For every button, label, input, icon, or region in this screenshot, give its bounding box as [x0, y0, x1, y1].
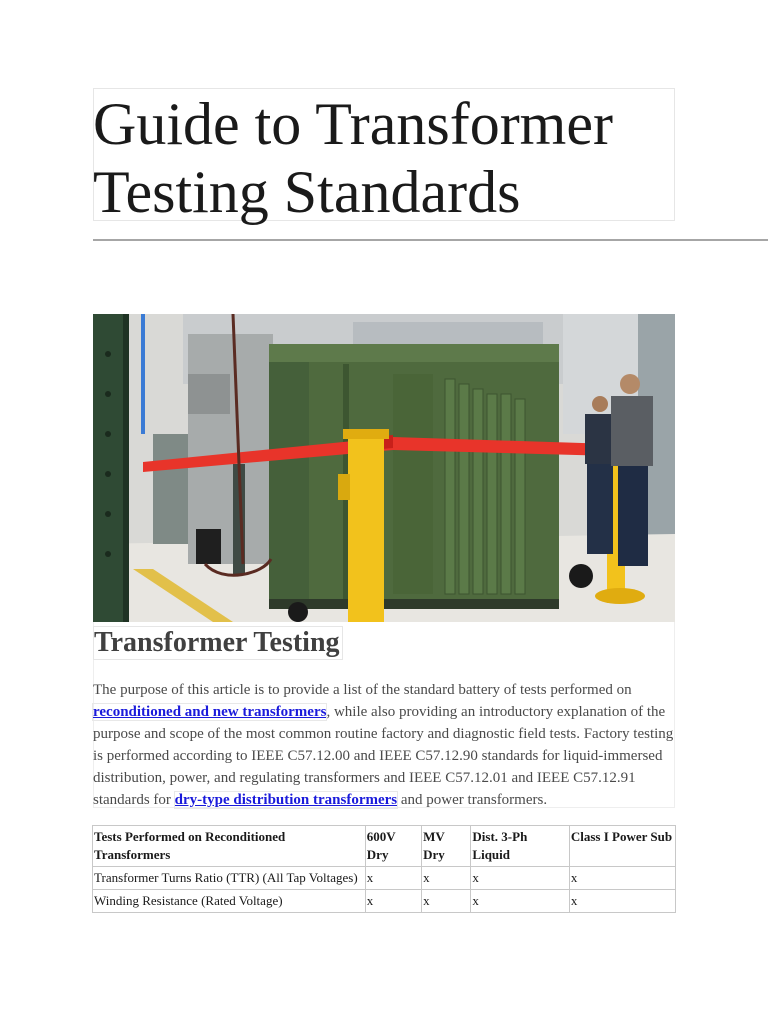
table-cell: x	[471, 890, 569, 913]
reconditioned-transformers-link[interactable]: reconditioned and new transformers	[93, 704, 327, 720]
table-row	[93, 890, 676, 913]
transformer-photo-illustration	[93, 314, 675, 622]
table-cell: x	[365, 867, 421, 890]
table-cell: x	[422, 867, 471, 890]
table-header-cell: Tests Performed on Reconditioned Transformers	[93, 826, 366, 867]
table-cell: x	[569, 867, 675, 890]
hero-image	[93, 314, 675, 622]
table-header-row	[93, 826, 676, 867]
table-cell: x	[569, 890, 675, 913]
table-row	[93, 867, 676, 890]
table-header-cell: 600V Dry	[365, 826, 421, 867]
table-header-cell: Class I Power Sub	[569, 826, 675, 867]
paragraph-text-2: , while also providing an introductory explanation of the purpose and scope of the most common routine factory and diagnostic field tests. Factory testing is performed according to IEEE C57.12.00 and IEEE C57.12.90 standards for liquid-immersed distribution, power, and regulating transformers and IEEE C57.12.01 and IEEE C57.12.91 standards for	[93, 704, 674, 808]
table-cell: Transformer Turns Ratio (TTR) (All Tap Voltages)	[93, 867, 366, 890]
table-cell: Winding Resistance (Rated Voltage)	[93, 890, 366, 913]
table-cell: x	[365, 890, 421, 913]
table-header-cell: MV Dry	[422, 826, 471, 867]
tests-table	[92, 825, 676, 913]
article-paragraph	[93, 679, 675, 811]
paragraph-text-3: and power transformers.	[397, 792, 548, 808]
section-heading: Transformer Testing	[93, 626, 343, 660]
table-cell: x	[422, 890, 471, 913]
dry-type-transformers-link[interactable]: dry-type distribution transformers	[174, 792, 398, 808]
page-title: Guide to Transformer Testing Standards	[93, 91, 613, 225]
page-title-box	[93, 88, 675, 225]
paragraph-text-1: The purpose of this article is to provide a list of the standard battery of tests performed on	[93, 682, 632, 698]
table-header-cell: Dist. 3-Ph Liquid	[471, 826, 569, 867]
table-cell: x	[471, 867, 569, 890]
title-divider	[93, 239, 768, 241]
